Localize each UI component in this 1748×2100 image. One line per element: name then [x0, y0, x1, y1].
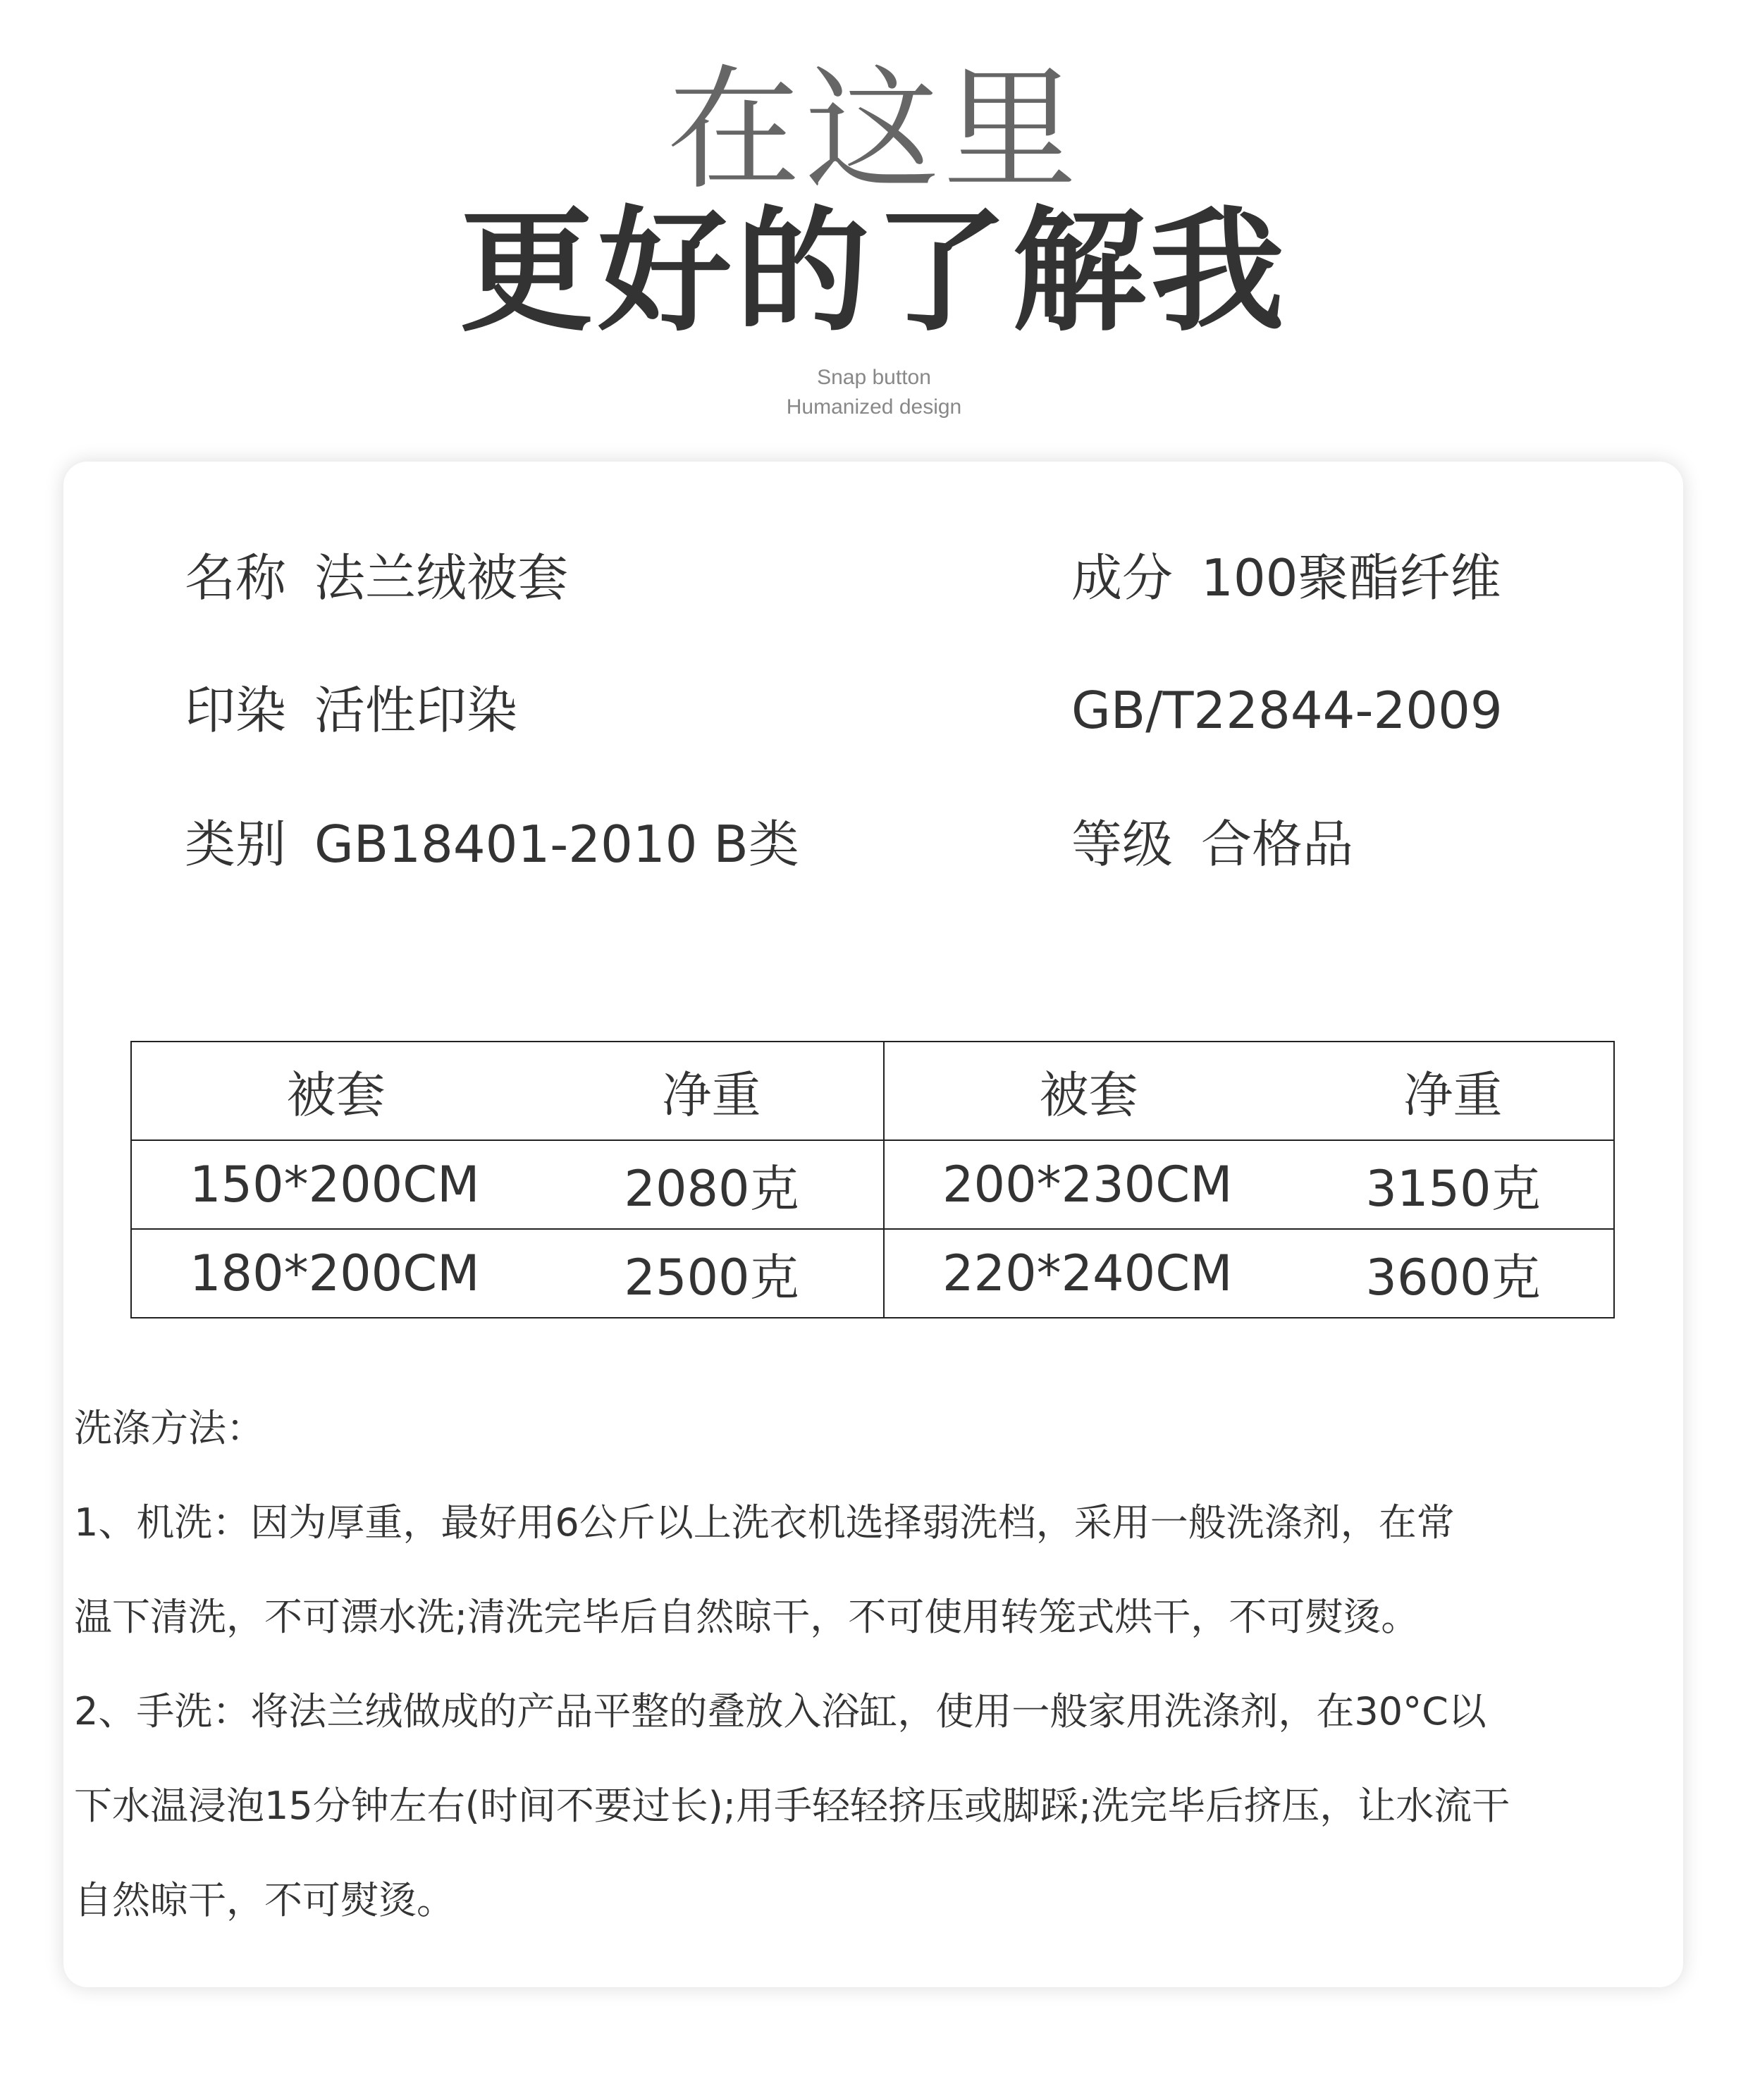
- spec-printing-label: 印染: [185, 681, 287, 740]
- washing-line: 2、手洗：将法兰绒做成的产品平整的叠放入浴缸，使用一般家用洗涤剂，在30°C以: [74, 1689, 1487, 1734]
- spec-grade-label: 等级: [1071, 815, 1174, 874]
- size-weight-table: [130, 1041, 1615, 1318]
- table-header-row: [131, 1042, 1614, 1140]
- table-header-cell: 净重: [1293, 1042, 1614, 1140]
- washing-title: 洗涤方法：: [74, 1406, 264, 1450]
- spec-printing-value: 活性印染: [314, 681, 518, 740]
- page-header: [0, 0, 1748, 437]
- table-header-cell: 被套: [884, 1042, 1293, 1140]
- spec-category-value: GB18401-2010 B类: [314, 815, 799, 874]
- table-cell-size: 180*200CM: [131, 1229, 540, 1318]
- title-light: 在这里: [666, 52, 1081, 208]
- spec-category-label: 类别: [185, 815, 287, 874]
- spec-grade-value: 合格品: [1201, 815, 1354, 874]
- table-cell-weight: 3600克: [1293, 1229, 1614, 1318]
- table-cell-weight: 3150克: [1293, 1140, 1614, 1229]
- spec-printing: [185, 679, 517, 742]
- spec-category: [185, 813, 799, 876]
- washing-line: 温下清洗，不可漂水洗;清洗完毕后自然晾干，不可使用转笼式烘干，不可熨烫。: [74, 1595, 1420, 1639]
- table-cell-size: 150*200CM: [131, 1140, 540, 1229]
- table-cell-weight: 2500克: [540, 1229, 884, 1318]
- table-cell-size: 200*230CM: [884, 1140, 1293, 1229]
- title-bold: 更好的了解我: [459, 194, 1288, 350]
- spec-name: [185, 546, 568, 610]
- spec-grade: [1071, 813, 1353, 876]
- washing-instructions: [74, 1381, 1596, 1948]
- spec-composition-value: 100聚酯纤维: [1201, 548, 1501, 607]
- spec-name-label: 名称: [185, 548, 287, 607]
- table-header-cell: 被套: [131, 1042, 540, 1140]
- spec-standard: GB/T22844-2009: [1071, 681, 1503, 740]
- table-row: [131, 1229, 1614, 1318]
- table-cell-weight: 2080克: [540, 1140, 884, 1229]
- spec-composition-label: 成分: [1071, 548, 1174, 607]
- subtitle-line-1: Snap button: [817, 366, 931, 389]
- table-cell-size: 220*240CM: [884, 1229, 1293, 1318]
- washing-line: 下水温浸泡15分钟左右(时间不要过长);用手轻轻挤压或脚踩;洗完毕后挤压，让水流干: [74, 1784, 1510, 1828]
- subtitle-line-2: Humanized design: [786, 395, 962, 419]
- washing-line: 自然晾干，不可熨烫。: [74, 1878, 455, 1922]
- table-row: [131, 1140, 1614, 1229]
- spec-name-value: 法兰绒被套: [314, 548, 569, 607]
- spec-composition: [1071, 546, 1501, 610]
- washing-line: 1、机洗：因为厚重，最好用6公斤以上洗衣机选择弱洗档，采用一般洗涤剂，在常: [74, 1500, 1455, 1545]
- table-header-cell: 净重: [540, 1042, 884, 1140]
